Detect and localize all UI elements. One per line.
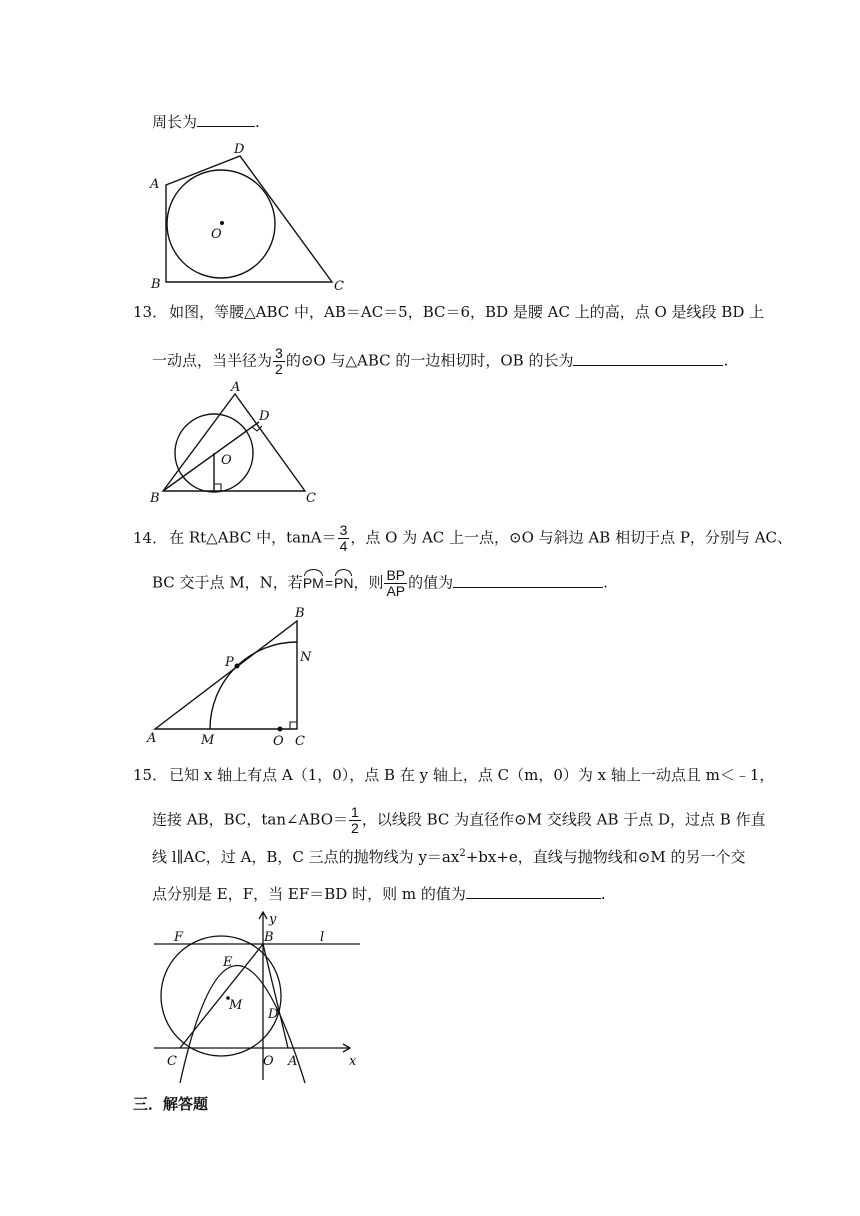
label-C: C: [295, 734, 305, 749]
q15-line3: 线 l∥AC，过 A，B，C 三点的抛物线为 $y=ax^2+bx+e$，直线与抛物线和⊙M 的另一个交: [152, 848, 746, 866]
label-C: C: [334, 279, 344, 293]
label-B: B: [295, 606, 305, 621]
label-A: A: [150, 177, 160, 192]
label-O: O: [221, 453, 232, 468]
label-C: C: [306, 491, 316, 503]
label-E: E: [223, 955, 233, 970]
q14-line2: BC 交于点 M，N，若PM=PN，则 $\frac{BP}{AP}$ 的值为 .: [152, 567, 608, 599]
answer-blank: [466, 884, 601, 899]
figure-12: [145, 138, 355, 293]
label-D: D: [259, 409, 270, 424]
figure-15: [150, 908, 370, 1086]
label-B: B: [264, 930, 274, 945]
fraction-bp-ap: $\frac{BP}{AP}$: [386, 567, 406, 599]
answer-blank: [197, 112, 255, 127]
label-M: M: [229, 998, 243, 1013]
q15-line4: 点分别是 E，F，当 EF＝BD 时，则 m 的值为 .: [152, 885, 606, 903]
fraction-radius: $\frac{3}{2}$: [275, 345, 283, 377]
q13-line2: 一动点，当半径为 $\frac{3}{2}$ 的⊙O 与△ABC 的一边相切时，OB 的长为 .: [152, 345, 729, 377]
arc-pn: PN: [334, 569, 353, 593]
fraction-tan-abo: $\frac{1}{2}$: [351, 804, 359, 836]
fraction-tan: $\frac{3}{4}$: [339, 522, 348, 554]
label-C: C: [167, 1054, 177, 1069]
q15-line2: 连接 AB，BC，tan∠ABO＝ $\frac{1}{2}$ ，以线段 BC 为直径作⊙M 交线段 AB 于点 D，过点 B 作直: [152, 804, 766, 836]
label-F: F: [174, 930, 184, 945]
label-B: B: [151, 277, 161, 292]
label-P: P: [225, 655, 234, 670]
label-B: B: [150, 491, 160, 503]
label-A: A: [288, 1054, 298, 1069]
answer-blank: [453, 573, 603, 588]
label-O: O: [273, 734, 284, 749]
figure-13: [145, 378, 330, 503]
section-heading: 三．解答题: [133, 1095, 209, 1113]
label-y: y: [269, 912, 277, 927]
label-O: O: [211, 227, 222, 242]
answer-blank: [573, 351, 723, 366]
label-A: A: [231, 380, 241, 395]
figure-14: [145, 604, 320, 749]
q14-line1: 14． 在 Rt△ABC 中，tanA＝ $\frac{3}{4}$ ，点 O 为 AC 上一点，⊙O 与斜边 AB 相切于点 P，分别与 AC、: [133, 522, 793, 554]
label-D: D: [268, 1007, 279, 1022]
arc-pm: PM: [303, 569, 324, 593]
label-M: M: [201, 733, 215, 748]
q15-line1: 15． 已知 x 轴上有点 A（1，0），点 B 在 y 轴上，点 C（m，0）为 x 轴上一动点且 m＜﹣1，: [133, 766, 775, 784]
q13-line1: 13． 如图，等腰△ABC 中，AB＝AC＝5，BC＝6，BD 是腰 AC 上的高，点 O 是线段 BD 上: [133, 303, 765, 321]
label-D: D: [234, 142, 245, 157]
label-N: N: [300, 650, 312, 665]
label-l: l: [320, 930, 325, 945]
label-A: A: [147, 731, 157, 746]
q12-tail: 周长为 .: [152, 113, 260, 131]
label-x: x: [349, 1054, 357, 1069]
label-O: O: [263, 1054, 274, 1069]
